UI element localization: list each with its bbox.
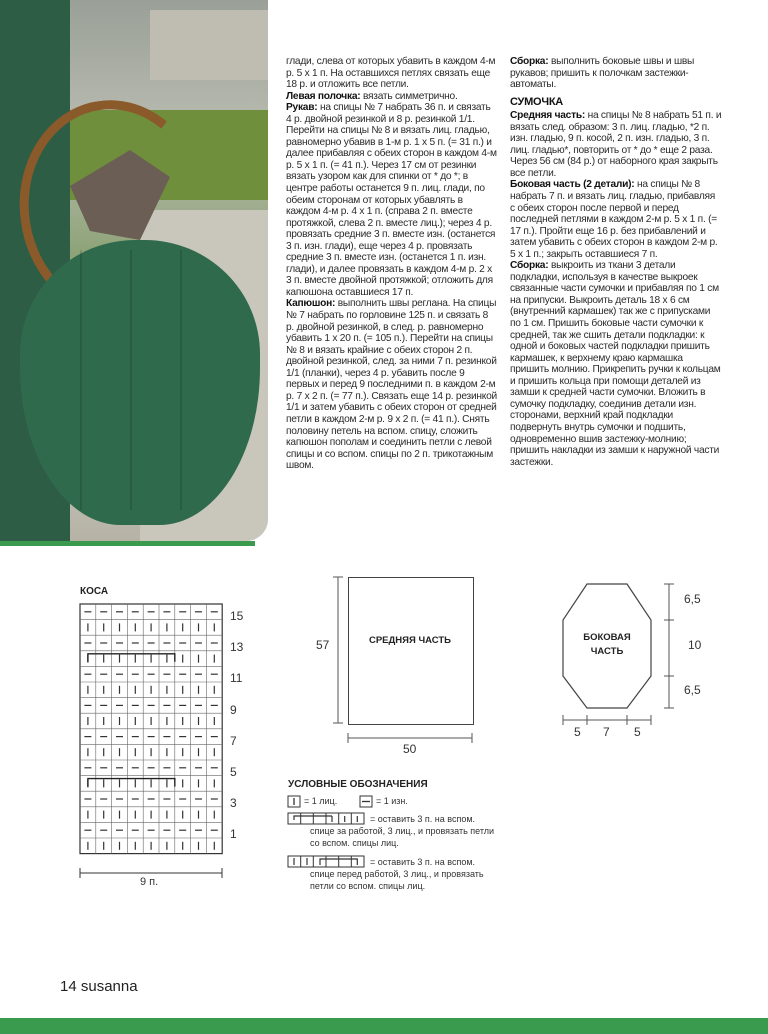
chart-row-number: 11 <box>230 671 243 686</box>
magazine-brand: susanna <box>80 978 138 995</box>
paragraph-text: выкроить из ткани 3 детали подкладки, используя в качестве выкроек связанные части сумочки и прибавляя по 1 см на припуски. Выкроить деталь 18 x 6 см (внутренний кармашек) так же с припусками по 1 см. Пришить боковые части сумочки к средней, так же сшить детали подкладки: к одной и боковых частей подкладки пришить кармашек, к верхнему краю кармашка пришить молнию. Прикрепить ручки к кольцам и пришить кольца при помощи деталей из замши к средней части сумочки. Вложить в сумочку подкладку, соединив детали изн. сторонами, верхний край подкладки подвернуть внутрь сумочки и подшить, одновременно вшив застежку-молнию; пришить накладки из замши к наружной части застежки. <box>510 260 721 468</box>
chart-row-number: 1 <box>230 827 237 842</box>
middle-dimension-lines <box>330 570 500 760</box>
paragraph-heading: Рукав: <box>286 102 318 114</box>
text-column-1 <box>286 56 498 472</box>
paragraph <box>510 56 722 91</box>
side-bottom-dim: 6,5 <box>684 683 701 697</box>
side-width-left: 5 <box>574 725 581 739</box>
legend-cable-back-2: спице за работой, 3 лиц., и провязать петли <box>310 826 495 836</box>
chart-grid <box>80 604 222 854</box>
page-number: 14 <box>60 978 77 995</box>
middle-part-label: СРЕДНЯЯ ЧАСТЬ <box>368 635 451 646</box>
chart-row-number: 3 <box>230 796 237 811</box>
paragraph-heading: Левая полочка: <box>286 90 361 102</box>
side-width-right: 5 <box>634 725 641 739</box>
legend-cable-front-3: петли со вспом. спицы лиц. <box>310 881 426 891</box>
cable-cross-mark <box>88 779 175 787</box>
page-footer <box>60 978 138 995</box>
chart-row-number: 7 <box>230 733 237 748</box>
paragraph-heading: Сборка: <box>510 260 549 272</box>
chart-title: КОСА <box>80 586 109 597</box>
photo-wall <box>150 10 268 80</box>
paragraph <box>286 298 498 471</box>
paragraph-text: на спицы № 7 набрать 36 п. и связать 4 р. двойной резинкой и 8 р. резинкой 1/1. Перейти на спицы № 8 и вязать лиц. гладью, равномерно убавив в 1-м р. 1 x 5 п. (= 31 п.) и далее прибавляя с обеих сторон в каждом 4-м р. 5 x 1 п. (= 41 п.). Через 17 см от резинки вязать узором как для спинки от * до *; в центре работы останется 9 п. лиц. глади, по обеим сторонам от которых убавлять в каждом 4-м р. 4 x 1 п. (справа 2 п. вместе протяжкой, слева 2 п. вместе лиц.); через 4 р. провязать средние 3 п. вместе изн. (останется 3 п. изн. глади), еще через 4 р. провязать средние 3 п. вместе изн. (останется 1 п. изн. глади), и далее провязать в каждом 4-м р. 2 x 3 п. вместе двойной протяжкой; отложить для капюшона оставшиеся 17 п. <box>286 102 497 298</box>
paragraph <box>286 56 498 91</box>
paragraph-heading: Боковая часть (2 детали): <box>510 179 635 191</box>
chart-row-number: 13 <box>230 640 244 655</box>
cable-cross-mark <box>88 654 175 662</box>
photo-bag-rib <box>180 250 182 510</box>
text-column-2 <box>510 56 722 468</box>
photo-underline <box>0 541 255 546</box>
side-width-mid: 7 <box>603 725 610 739</box>
paragraph-text: выполнить боковые швы и швы рукавов; пришить к полочкам застежки-автоматы. <box>510 56 695 91</box>
paragraph-text: вязать симметрично. <box>360 90 458 102</box>
middle-width-label: 50 <box>403 742 417 756</box>
knitted-bag-photo <box>0 0 268 541</box>
paragraph-text: выполнить швы реглана. На спицы № 7 набрать по горловине 125 п. и связать 8 р. двойной резинкой, в след. р. равномерно убавить 1 x 20 п. (= 105 п.). Перейти на спицы № 8 и вязать крайние с обеих сторон 2 п. двойной резинкой, след. за ними 7 п. резинкой 1/1 (планки), через 4 р. убавить после 9 первых и перед 9 последними п. в каждом 2-м р. 7 x 2 п. (= 77 п.). Связать еще 14 р. резинкой 1/1 и затем убавить с обеих сторон от средней петли в каждом 2-м р. 9 x 2 п. (= 41 п.). Снять половину петель на вспом. спицу, сложить капюшон пополам и соединить петли с левой спицы и со вспом. спицы по 2 п. трикотажным швом. <box>286 298 497 472</box>
photo-bag-rib <box>80 250 82 510</box>
paragraph-text: на спицы № 8 набрать 51 п. и вязать след. образом: 3 п. лиц. гладью, *2 п. изн. гладью, 9 п. косой, 2 п. изн. гладью, 3 п. лиц. гладью*, повторить от * до * еще 2 раза. Через 56 см (84 р.) от наборного края закрыть все петли. <box>510 110 722 179</box>
legend-cable-back-3: со вспом. спицы лиц. <box>310 838 399 848</box>
paragraph-text: на спицы № 8 набрать 7 п. и вязать лиц. гладью, прибавляя с обеих сторон после первой и перед последней петлями в каждом 2-м р. 5 x 1 п. (= 17 п.). Пройти еще 16 р. без прибавлений и затем убавить с обеих сторон в каждом 2-м р. 5 x 1 п.; закрыть оставшиеся 7 п. <box>510 179 718 260</box>
bottom-accent-bar <box>0 1018 768 1034</box>
paragraph-heading: Средняя часть: <box>510 110 585 122</box>
chart-row-number: 9 <box>230 702 237 717</box>
section-heading: СУМОЧКА <box>510 95 563 108</box>
legend-knit: = 1 лиц. <box>304 796 338 806</box>
paragraph <box>510 110 722 179</box>
side-top-dim: 6,5 <box>684 592 701 606</box>
legend-purl: = 1 изн. <box>376 796 408 806</box>
middle-height-label: 57 <box>316 638 330 652</box>
photo-bag-rib <box>130 250 132 510</box>
legend-cable-front-1: = оставить 3 п. на вспом. <box>370 857 476 867</box>
paragraph <box>510 260 722 468</box>
paragraph-heading: Капюшон: <box>286 298 336 310</box>
paragraph <box>286 102 498 298</box>
chart-width-label: 9 п. <box>140 876 159 888</box>
legend-cable-front-2: спице перед работой, 3 лиц., и провязать <box>310 869 484 879</box>
side-part-label-1: БОКОВАЯ <box>583 632 631 643</box>
legend-title: УСЛОВНЫЕ ОБОЗНАЧЕНИЯ <box>288 779 428 790</box>
chart-row-number: 5 <box>230 765 237 779</box>
side-middle-dim: 10 <box>688 638 702 652</box>
paragraph-text: глади, слева от которых убавить в каждом 4-м р. 5 x 1 п. На оставшихся петлях связать еще 18 р. и отложить все петли. <box>286 56 496 91</box>
paragraph-heading: Сборка: <box>510 56 549 67</box>
chart-row-number: 15 <box>230 609 244 623</box>
photo-bag <box>20 240 260 525</box>
paragraph <box>286 91 498 103</box>
paragraph <box>510 179 722 260</box>
legend-cable-back-1: = оставить 3 п. на вспом. <box>370 814 476 824</box>
side-part-label-2: ЧАСТЬ <box>590 646 624 657</box>
